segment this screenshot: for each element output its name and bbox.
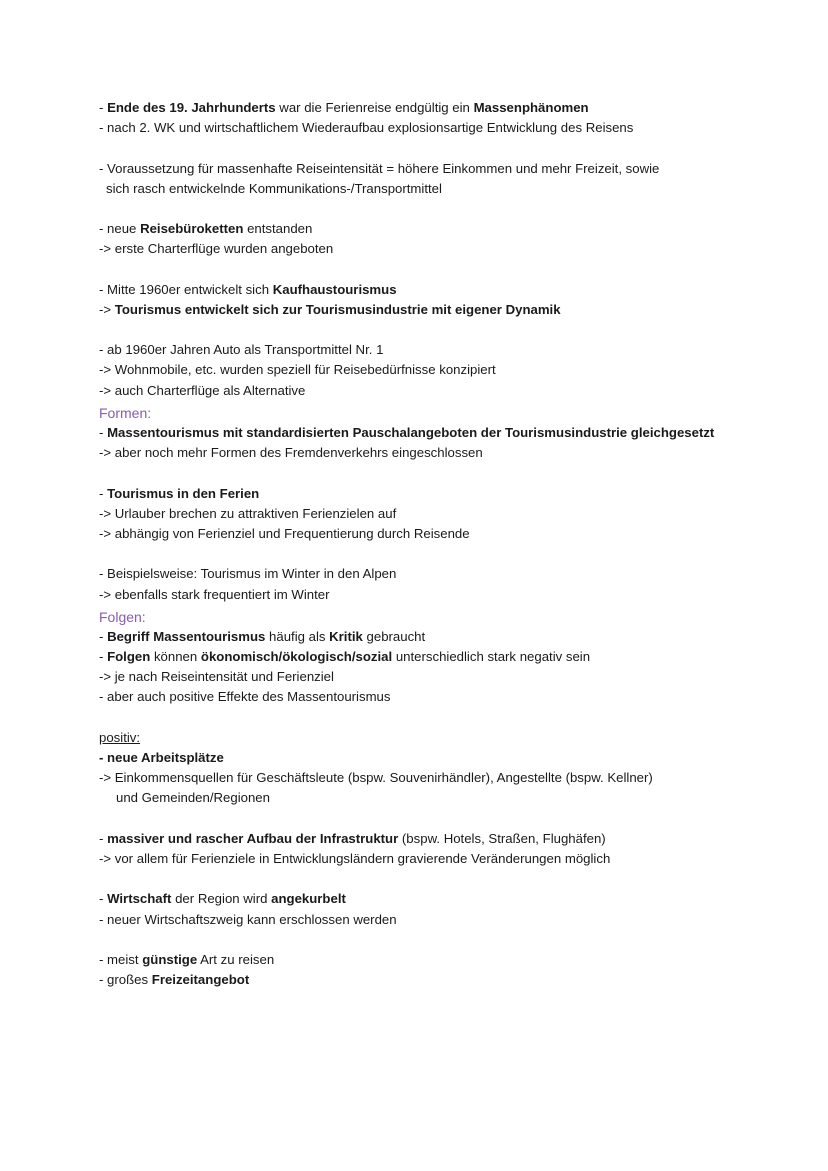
text-line [99, 381, 799, 401]
bold-text-segment: Tourismus in den Ferien [107, 485, 260, 501]
positiv-section [99, 748, 799, 990]
text-line [99, 768, 799, 788]
bold-text-segment: Begriff Massentourismus [107, 628, 266, 644]
bold-text-segment: Wirtschaft [107, 891, 172, 907]
text-segment: Art zu reisen [197, 951, 275, 967]
text-segment: - Voraussetzung für massenhafte Reiseintensität = höhere Einkommen und mehr Freizeit, sowie [99, 160, 660, 176]
text-segment: unterschiedlich stark negativ sein [392, 649, 591, 665]
bold-text-segment: ökonomisch/ökologisch/sozial [200, 649, 393, 665]
text-line [99, 300, 799, 320]
bold-text-segment: Massentourismus mit standardisierten Pauschalangeboten der Tourismusindustrie gleichgesetzt [107, 425, 715, 440]
text-line [99, 788, 799, 808]
heading-folgen: Folgen: [99, 608, 146, 625]
bold-text-segment: Folgen [107, 649, 151, 665]
bold-text-segment: Kaufhaustourismus [272, 281, 397, 297]
text-line [99, 443, 799, 463]
text-segment: - [99, 485, 108, 501]
bold-text-segment: Kritik [329, 628, 363, 644]
text-line [99, 748, 799, 768]
formen-section [99, 423, 799, 605]
bold-text-segment: Ende des 19. Jahrhunderts [107, 100, 276, 115]
spacer [99, 199, 799, 219]
spacer [99, 463, 799, 483]
text-segment: -> Urlauber brechen zu attraktiven Ferienzielen auf [99, 505, 397, 521]
text-line [99, 829, 799, 849]
text-line [99, 504, 799, 524]
text-segment: -> erste Charterflüge wurden angeboten [99, 241, 334, 257]
bold-text-segment: Massenphänomen [473, 100, 589, 115]
bold-text-segment: günstige [142, 951, 198, 967]
text-segment: -> vor allem für Ferienziele in Entwicklungsländern gravierende Veränderungen möglich [99, 850, 611, 866]
text-line [99, 360, 799, 380]
text-segment: -> auch Charterflüge als Alternative [99, 382, 306, 398]
text-segment: und Gemeinden/Regionen [116, 790, 270, 806]
spacer [99, 138, 799, 158]
text-segment: - meist [99, 951, 143, 967]
text-line [99, 970, 799, 990]
text-line [99, 524, 799, 544]
text-segment: -> Einkommensquellen für Geschäftsleute (bspw. Souvenirhändler), Angestellte (bspw. Kellner) [99, 770, 653, 786]
text-segment: - [99, 628, 108, 644]
text-segment: - neuer Wirtschaftszweig kann erschlossen werden [99, 911, 397, 927]
text-segment: - aber auch positive Effekte des Massentourismus [99, 689, 391, 705]
text-segment: sich rasch entwickelnde Kommunikations-/Transportmittel [106, 180, 442, 196]
spacer [99, 544, 799, 564]
bold-text-segment: massiver und rascher Aufbau der Infrastruktur [107, 830, 399, 846]
text-segment: -> Wohnmobile, etc. wurden speziell für Reisebedürfnisse konzipiert [99, 362, 496, 378]
bold-text-segment: angekurbelt [271, 891, 346, 907]
spacer [99, 260, 799, 280]
text-segment: - [99, 649, 108, 665]
bold-text-segment: Freizeitangebot [151, 972, 250, 988]
spacer [99, 869, 799, 889]
text-line [99, 280, 799, 300]
text-line [99, 910, 799, 930]
text-segment: - [99, 891, 108, 907]
text-segment: der Region wird [171, 891, 272, 907]
text-segment: -> je nach Reiseintensität und Ferienziel [99, 669, 334, 685]
text-segment: (bspw. Hotels, Straßen, Flughäfen) [398, 830, 606, 846]
text-line [99, 627, 799, 647]
spacer [99, 930, 799, 950]
text-segment: - ab 1960er Jahren Auto als Transportmittel Nr. 1 [99, 342, 384, 358]
text-segment: -> [99, 301, 115, 317]
intro-section [99, 98, 799, 401]
text-segment: -> abhängig von Ferienziel und Frequentierung durch Reisende [99, 525, 470, 541]
text-segment: -> ebenfalls stark frequentiert im Winter [99, 586, 330, 602]
text-segment: häufig als [265, 628, 330, 644]
text-line [99, 564, 799, 584]
spacer [99, 708, 799, 728]
text-segment: - neue [99, 221, 141, 237]
text-segment: gebraucht [362, 628, 426, 644]
text-line [99, 179, 799, 199]
text-line [99, 647, 799, 667]
spacer [99, 809, 799, 829]
text-line [99, 239, 799, 259]
text-segment: - [99, 830, 108, 846]
text-segment: war die Ferienreise endgültig ein [275, 100, 474, 115]
text-segment: - Mitte 1960er entwickelt sich [99, 281, 273, 297]
text-line [99, 340, 799, 360]
text-segment: können [150, 649, 201, 665]
text-line [99, 950, 799, 970]
text-segment: - Beispielsweise: Tourismus im Winter in den Alpen [99, 566, 397, 582]
text-line [99, 484, 799, 504]
text-line [99, 687, 799, 707]
text-segment: - nach 2. WK und wirtschaftlichem Wiederaufbau explosionsartige Entwicklung des Reisens [99, 120, 634, 136]
folgen-section [99, 627, 799, 728]
text-line [99, 849, 799, 869]
document-page [99, 98, 799, 990]
text-line [99, 889, 799, 909]
text-segment: - [99, 100, 108, 115]
heading-formen: Formen: [99, 404, 152, 421]
text-line [99, 159, 799, 179]
bold-text-segment: Tourismus entwickelt sich zur Tourismusindustrie mit eigener Dynamik [114, 301, 561, 317]
text-line [99, 585, 799, 605]
bold-text-segment: - neue Arbeitsplätze [99, 750, 224, 765]
text-segment: - großes [99, 972, 152, 988]
text-line [99, 219, 799, 239]
text-line [99, 118, 799, 138]
spacer [99, 320, 799, 340]
text-line [99, 98, 799, 118]
heading-positiv: positiv: [99, 729, 141, 745]
bold-text-segment: Reisebüroketten [140, 221, 244, 237]
text-segment: - [99, 425, 108, 440]
text-segment: -> aber noch mehr Formen des Fremdenverkehrs eingeschlossen [99, 445, 483, 461]
text-line [99, 667, 799, 687]
text-line [99, 423, 799, 443]
text-segment: entstanden [243, 221, 313, 237]
